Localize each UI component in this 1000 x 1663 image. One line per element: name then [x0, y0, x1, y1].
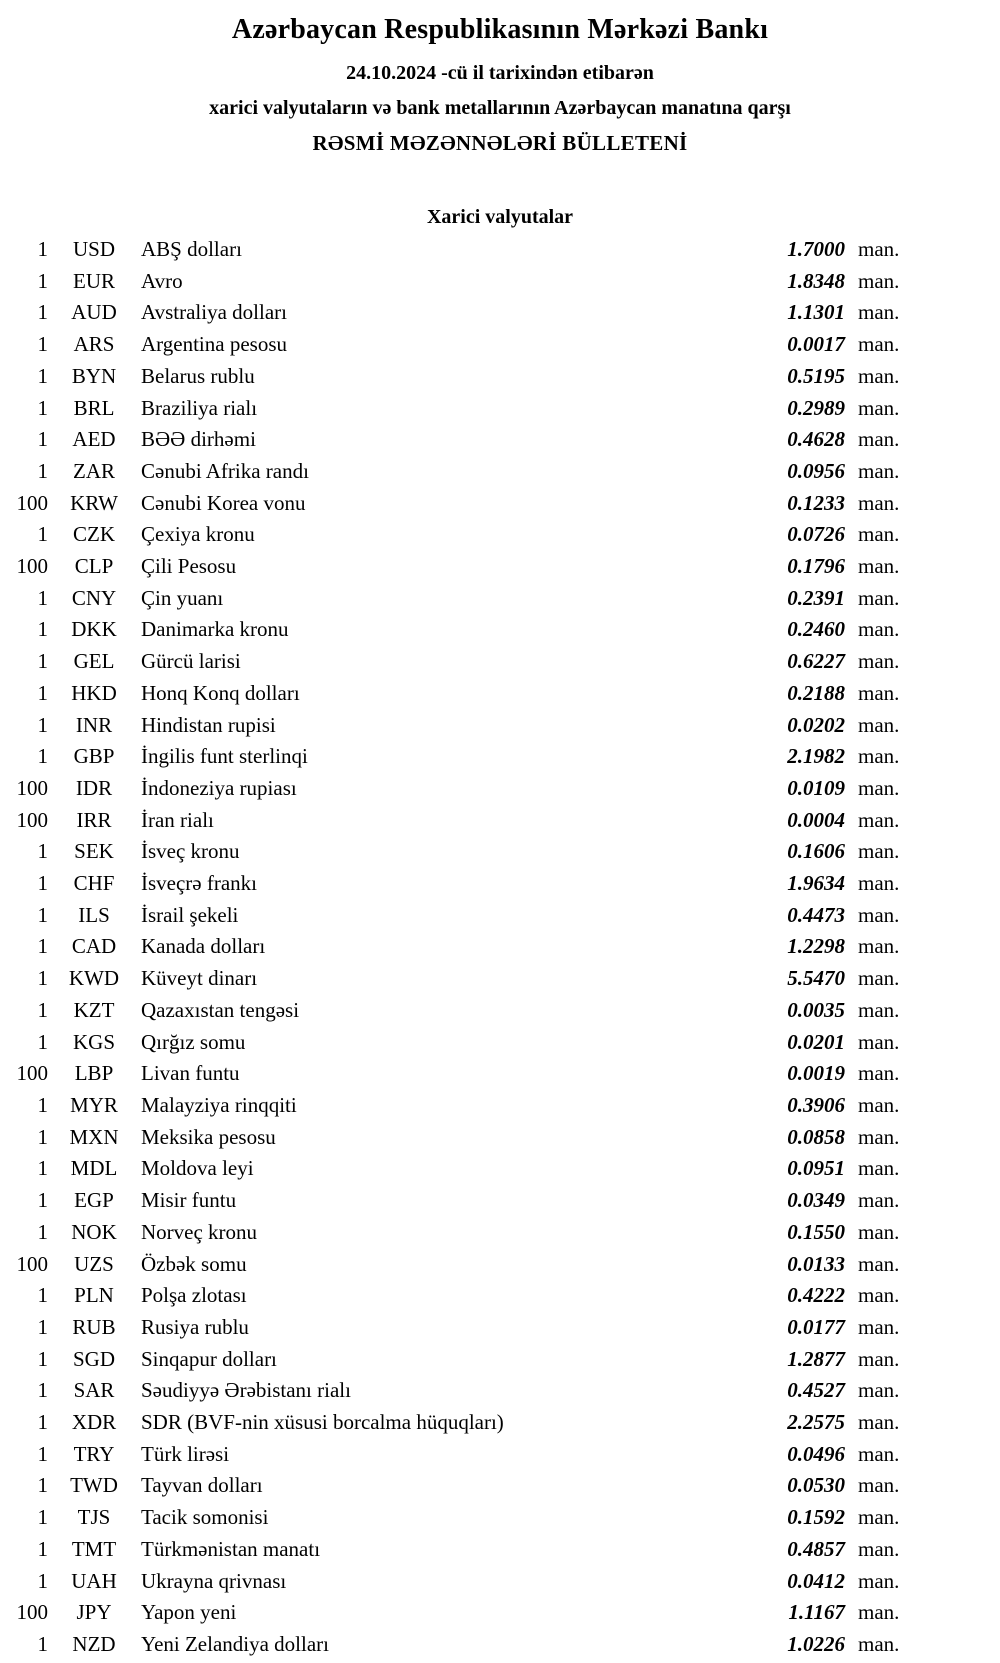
table-row	[0, 1280, 909, 1312]
currency-name-cell: Cənubi Afrika randı	[141, 458, 309, 483]
table-row	[0, 583, 909, 615]
rate-value-cell: 0.0951	[787, 1156, 845, 1181]
unit-cell: man.	[858, 1314, 900, 1339]
currency-name-cell: Yeni Zelandiya dolları	[141, 1631, 329, 1656]
currency-name-cell: Özbək somu	[141, 1251, 247, 1276]
quantity-cell: 1	[37, 1536, 48, 1561]
rate-value-cell: 0.6227	[787, 649, 845, 674]
currency-name-cell: ABŞ dolları	[141, 237, 242, 261]
unit-cell: man.	[858, 554, 900, 579]
currency-code-cell: INR	[75, 712, 113, 737]
currency-name-cell: Cənubi Korea vonu	[141, 490, 306, 515]
unit-cell: man.	[858, 839, 900, 864]
rate-value-cell: 0.4628	[787, 427, 845, 452]
quantity-cell: 1	[37, 680, 48, 705]
quantity-cell: 1	[37, 522, 48, 547]
table-row	[0, 710, 909, 742]
rate-value-cell: 1.2298	[787, 934, 845, 959]
quantity-cell: 1	[37, 744, 48, 769]
currency-code-cell: GBP	[73, 744, 115, 769]
page-title: Azərbaycan Respublikasının Mərkəzi Bankı	[231, 14, 769, 45]
quantity-cell: 1	[37, 617, 48, 642]
table-row	[0, 1597, 909, 1629]
currency-name-cell: Qırğız somu	[141, 1029, 246, 1054]
table-row	[0, 836, 909, 868]
unit-cell: man.	[858, 966, 900, 991]
currency-code-cell: EUR	[73, 268, 115, 293]
rate-value-cell: 0.2391	[787, 585, 845, 610]
currency-code-cell: AED	[72, 427, 116, 452]
unit-cell: man.	[858, 1536, 900, 1561]
table-row	[0, 1470, 909, 1502]
rate-value-cell: 0.0412	[787, 1568, 845, 1593]
table-row	[0, 1185, 909, 1217]
currency-code-cell: MXN	[69, 1124, 119, 1149]
currency-code-cell: UAH	[71, 1568, 117, 1593]
currency-name-cell: Türkmənistan manatı	[141, 1536, 321, 1561]
currency-code-cell: PLN	[74, 1283, 114, 1308]
rate-value-cell: 1.9634	[787, 871, 845, 896]
rate-value-cell: 0.0133	[787, 1251, 845, 1276]
currency-code-cell: TWD	[70, 1473, 118, 1498]
table-row	[0, 1122, 909, 1154]
quantity-cell: 100	[16, 554, 48, 579]
quantity-cell: 1	[37, 712, 48, 737]
quantity-cell: 1	[37, 1156, 48, 1181]
unit-cell: man.	[858, 712, 900, 737]
currency-name-cell: Yapon yeni	[141, 1600, 237, 1625]
table-row	[0, 1534, 909, 1566]
rate-value-cell: 1.7000	[787, 237, 845, 261]
table-row	[0, 805, 909, 837]
currency-name-cell: Ukrayna qrivnası	[141, 1568, 287, 1593]
subtitle-line: xarici valyutaların və bank metallarının Azərbaycan manatına qarşı	[209, 97, 791, 119]
quantity-cell: 1	[37, 1346, 48, 1371]
rate-value-cell: 5.5470	[787, 966, 845, 991]
currency-name-cell: Honq Konq dolları	[141, 680, 300, 705]
unit-cell: man.	[858, 1061, 900, 1086]
currency-name-cell: İsrail şekeli	[141, 902, 239, 927]
currency-name-cell: Livan funtu	[141, 1061, 240, 1086]
rate-value-cell: 0.0004	[787, 807, 845, 832]
rate-value-cell: 0.4857	[787, 1536, 845, 1561]
table-row	[0, 1629, 909, 1661]
unit-cell: man.	[858, 934, 900, 959]
quantity-cell: 1	[37, 237, 48, 261]
currency-code-cell: NOK	[71, 1219, 117, 1244]
unit-cell: man.	[858, 1631, 900, 1656]
currency-name-cell: Argentina pesosu	[141, 332, 288, 357]
quantity-cell: 100	[16, 490, 48, 515]
quantity-cell: 1	[37, 1029, 48, 1054]
unit-cell: man.	[858, 775, 900, 800]
currency-name-cell: İsveç kronu	[141, 839, 240, 864]
currency-name-cell: Belarus rublu	[141, 363, 255, 388]
table-row	[0, 1439, 909, 1471]
unit-cell: man.	[858, 744, 900, 769]
unit-cell: man.	[858, 1410, 900, 1435]
quantity-cell: 1	[37, 1631, 48, 1656]
unit-cell: man.	[858, 332, 900, 357]
unit-cell: man.	[858, 649, 900, 674]
currency-code-cell: CZK	[73, 522, 115, 547]
currency-code-cell: MDL	[70, 1156, 118, 1181]
table-row	[0, 234, 909, 266]
currency-name-cell: Braziliya rialı	[141, 395, 258, 420]
currency-code-cell: ILS	[78, 902, 110, 927]
currency-code-cell: XDR	[71, 1410, 117, 1435]
unit-cell: man.	[858, 522, 900, 547]
rate-value-cell: 0.3906	[787, 1092, 845, 1117]
currency-name-cell: Gürcü larisi	[141, 649, 241, 674]
table-row	[0, 1407, 909, 1439]
currency-code-cell: KRW	[70, 490, 118, 515]
rate-value-cell: 0.0109	[787, 775, 845, 800]
exchange-rates-table	[0, 234, 1000, 1661]
currency-name-cell: Tayvan dolları	[141, 1473, 263, 1498]
quantity-cell: 1	[37, 1410, 48, 1435]
currency-code-cell: TRY	[73, 1441, 115, 1466]
quantity-cell: 1	[37, 1378, 48, 1403]
table-row	[0, 931, 909, 963]
table-row	[0, 1153, 909, 1185]
unit-cell: man.	[858, 1156, 900, 1181]
quantity-cell: 1	[37, 934, 48, 959]
currency-name-cell: İsveçrə frankı	[141, 871, 258, 896]
rate-value-cell: 0.0035	[787, 997, 845, 1022]
rate-value-cell: 0.1606	[787, 839, 845, 864]
table-row	[0, 963, 909, 995]
currency-name-cell: İngilis funt sterlinqi	[141, 744, 308, 769]
rate-value-cell: 1.1301	[787, 300, 845, 325]
quantity-cell: 1	[37, 395, 48, 420]
rate-value-cell: 0.0858	[787, 1124, 845, 1149]
quantity-cell: 1	[37, 458, 48, 483]
currency-name-cell: Rusiya rublu	[141, 1314, 249, 1339]
table-row	[0, 773, 909, 805]
currency-name-cell: Malayziya rinqqiti	[141, 1092, 297, 1117]
table-row	[0, 900, 909, 932]
table-row	[0, 678, 909, 710]
rate-value-cell: 1.2877	[787, 1346, 845, 1371]
quantity-cell: 1	[37, 997, 48, 1022]
unit-cell: man.	[858, 1505, 900, 1530]
currency-name-cell: Çin yuanı	[141, 585, 224, 610]
rate-value-cell: 0.0530	[787, 1473, 845, 1498]
rate-value-cell: 0.0017	[787, 332, 845, 357]
currency-code-cell: TMT	[71, 1536, 117, 1561]
unit-cell: man.	[858, 585, 900, 610]
quantity-cell: 100	[16, 1061, 48, 1086]
table-row	[0, 1566, 909, 1598]
currency-code-cell: ARS	[73, 332, 115, 357]
unit-cell: man.	[858, 427, 900, 452]
table-row	[0, 646, 909, 678]
table-row	[0, 551, 909, 583]
unit-cell: man.	[858, 1283, 900, 1308]
quantity-cell: 1	[37, 1092, 48, 1117]
quantity-cell: 1	[37, 1219, 48, 1244]
rate-value-cell: 0.1592	[787, 1505, 845, 1530]
currency-name-cell: Avro	[141, 268, 183, 293]
unit-cell: man.	[858, 300, 900, 325]
table-row	[0, 329, 909, 361]
currency-name-cell: Avstraliya dolları	[141, 300, 287, 325]
quantity-cell: 1	[37, 427, 48, 452]
currency-code-cell: BRL	[73, 395, 115, 420]
unit-cell: man.	[858, 1378, 900, 1403]
table-row	[0, 868, 909, 900]
rate-value-cell: 0.4473	[787, 902, 845, 927]
unit-cell: man.	[858, 1092, 900, 1117]
quantity-cell: 100	[16, 807, 48, 832]
currency-code-cell: KGS	[72, 1029, 115, 1054]
table-row	[0, 1058, 909, 1090]
table-row	[0, 1249, 909, 1281]
currency-code-cell: CLP	[74, 554, 114, 579]
currency-code-cell: NZD	[72, 1631, 116, 1656]
currency-name-cell: Çili Pesosu	[141, 554, 237, 579]
table-row	[0, 424, 909, 456]
rate-value-cell: 0.0726	[787, 522, 845, 547]
rate-value-cell: 0.1796	[787, 554, 845, 579]
currency-name-cell: SDR (BVF-nin xüsusi borcalma hüquqları)	[141, 1410, 504, 1435]
currency-name-cell: Qazaxıstan tengəsi	[141, 997, 300, 1022]
currency-name-cell: Meksika pesosu	[141, 1124, 276, 1149]
unit-cell: man.	[858, 268, 900, 293]
quantity-cell: 100	[16, 1251, 48, 1276]
currency-code-cell: BYN	[71, 363, 117, 388]
rate-value-cell: 1.1167	[788, 1600, 845, 1625]
table-row	[0, 741, 909, 773]
quantity-cell: 1	[37, 1283, 48, 1308]
quantity-cell: 100	[16, 775, 48, 800]
rate-value-cell: 0.0177	[787, 1314, 845, 1339]
quantity-cell: 1	[37, 1314, 48, 1339]
rate-value-cell: 1.8348	[787, 268, 845, 293]
table-row	[0, 297, 909, 329]
table-row	[0, 488, 909, 520]
quantity-cell: 1	[37, 585, 48, 610]
rate-value-cell: 0.0201	[787, 1029, 845, 1054]
rate-value-cell: 0.0202	[787, 712, 845, 737]
currency-code-cell: CAD	[71, 934, 117, 959]
rate-value-cell: 0.2460	[787, 617, 845, 642]
currency-name-cell: Sinqapur dolları	[141, 1346, 277, 1371]
rate-value-cell: 1.0226	[787, 1631, 845, 1656]
unit-cell: man.	[858, 1029, 900, 1054]
quantity-cell: 1	[37, 966, 48, 991]
rate-value-cell: 0.1550	[787, 1219, 845, 1244]
currency-name-cell: Misir funtu	[141, 1188, 237, 1213]
unit-cell: man.	[858, 1441, 900, 1466]
currency-code-cell: HKD	[71, 680, 117, 705]
table-row	[0, 1217, 909, 1249]
quantity-cell: 1	[37, 649, 48, 674]
currency-code-cell: ZAR	[73, 458, 115, 483]
unit-cell: man.	[858, 1251, 900, 1276]
quantity-cell: 1	[37, 871, 48, 896]
unit-cell: man.	[858, 1568, 900, 1593]
table-row	[0, 1090, 909, 1122]
currency-code-cell: RUB	[72, 1314, 116, 1339]
unit-cell: man.	[858, 807, 900, 832]
unit-cell: man.	[858, 1124, 900, 1149]
table-row	[0, 361, 909, 393]
rate-value-cell: 0.0349	[787, 1188, 845, 1213]
currency-name-cell: İran rialı	[141, 807, 214, 832]
rate-value-cell: 0.2989	[787, 395, 845, 420]
currency-code-cell: GEL	[73, 649, 115, 674]
unit-cell: man.	[858, 1473, 900, 1498]
unit-cell: man.	[858, 1219, 900, 1244]
quantity-cell: 1	[37, 1188, 48, 1213]
unit-cell: man.	[858, 871, 900, 896]
quantity-cell: 1	[37, 268, 48, 293]
quantity-cell: 1	[37, 1568, 48, 1593]
currency-name-cell: Tacik somonisi	[141, 1505, 269, 1530]
table-row	[0, 1502, 909, 1534]
currency-name-cell: Norveç kronu	[141, 1219, 258, 1244]
table-row	[0, 1312, 909, 1344]
currency-name-cell: BƏƏ dirhəmi	[141, 427, 256, 452]
table-row	[0, 1344, 909, 1376]
unit-cell: man.	[858, 490, 900, 515]
rate-value-cell: 0.0956	[787, 458, 845, 483]
table-row	[0, 393, 909, 425]
currency-code-cell: AUD	[71, 300, 117, 325]
currency-code-cell: TJS	[77, 1505, 111, 1530]
rate-value-cell: 0.1233	[787, 490, 845, 515]
quantity-cell: 1	[37, 1505, 48, 1530]
table-row	[0, 1027, 909, 1059]
currency-code-cell: USD	[72, 237, 115, 261]
quantity-cell: 1	[37, 1124, 48, 1149]
currency-code-cell: SEK	[74, 839, 114, 864]
unit-cell: man.	[858, 458, 900, 483]
currency-name-cell: Çexiya kronu	[141, 522, 255, 547]
unit-cell: man.	[858, 1600, 900, 1625]
currency-name-cell: Hindistan rupisi	[141, 712, 276, 737]
quantity-cell: 1	[37, 300, 48, 325]
currency-code-cell: JPY	[76, 1600, 112, 1625]
currency-code-cell: MYR	[70, 1092, 118, 1117]
table-row	[0, 456, 909, 488]
unit-cell: man.	[858, 902, 900, 927]
rate-value-cell: 0.4527	[787, 1378, 845, 1403]
bulletin-title-line: RƏSMİ MƏZƏNNƏLƏRİ BÜLLETENİ	[312, 131, 688, 155]
rate-value-cell: 0.0019	[787, 1061, 845, 1086]
rate-value-cell: 0.5195	[787, 363, 845, 388]
rate-value-cell: 2.2575	[787, 1410, 845, 1435]
currency-name-cell: Küveyt dinarı	[141, 966, 258, 991]
currency-code-cell: UZS	[74, 1251, 114, 1276]
currency-code-cell: KWD	[68, 966, 120, 991]
unit-cell: man.	[858, 237, 900, 261]
currency-code-cell: IRR	[76, 807, 112, 832]
quantity-cell: 1	[37, 902, 48, 927]
unit-cell: man.	[858, 1346, 900, 1371]
quantity-cell: 1	[37, 1441, 48, 1466]
unit-cell: man.	[858, 617, 900, 642]
currency-name-cell: Moldova leyi	[141, 1156, 254, 1181]
currency-name-cell: Danimarka kronu	[141, 617, 289, 642]
quantity-cell: 1	[37, 332, 48, 357]
table-row	[0, 519, 909, 551]
rate-value-cell: 0.4222	[787, 1283, 845, 1308]
currency-code-cell: IDR	[75, 775, 113, 800]
currency-name-cell: Türk lirəsi	[141, 1441, 230, 1466]
unit-cell: man.	[858, 395, 900, 420]
quantity-cell: 100	[16, 1600, 48, 1625]
currency-name-cell: İndoneziya rupiası	[141, 775, 297, 800]
currency-name-cell: Kanada dolları	[141, 934, 266, 959]
currency-code-cell: CHF	[73, 871, 115, 896]
rate-value-cell: 0.0496	[787, 1441, 845, 1466]
effective-date-line: 24.10.2024 -cü il tarixindən etibarən	[346, 62, 654, 84]
rate-value-cell: 0.2188	[787, 680, 845, 705]
section-title-foreign-currencies: Xarici valyutalar	[426, 206, 574, 228]
currency-code-cell: SAR	[73, 1378, 115, 1403]
table-row	[0, 995, 909, 1027]
currency-name-cell: Səudiyyə Ərəbistanı rialı	[141, 1378, 351, 1403]
rate-value-cell: 2.1982	[787, 744, 845, 769]
currency-code-cell: SGD	[72, 1346, 115, 1371]
unit-cell: man.	[858, 997, 900, 1022]
currency-code-cell: KZT	[73, 997, 115, 1022]
currency-code-cell: EGP	[74, 1188, 114, 1213]
currency-code-cell: DKK	[71, 617, 117, 642]
quantity-cell: 1	[37, 1473, 48, 1498]
quantity-cell: 1	[37, 839, 48, 864]
currency-name-cell: Polşa zlotası	[141, 1283, 247, 1308]
unit-cell: man.	[858, 680, 900, 705]
table-row	[0, 1375, 909, 1407]
table-row	[0, 614, 909, 646]
table-row	[0, 266, 909, 298]
currency-code-cell: LBP	[74, 1061, 114, 1086]
unit-cell: man.	[858, 363, 900, 388]
unit-cell: man.	[858, 1188, 900, 1213]
quantity-cell: 1	[37, 363, 48, 388]
currency-code-cell: CNY	[71, 585, 117, 610]
